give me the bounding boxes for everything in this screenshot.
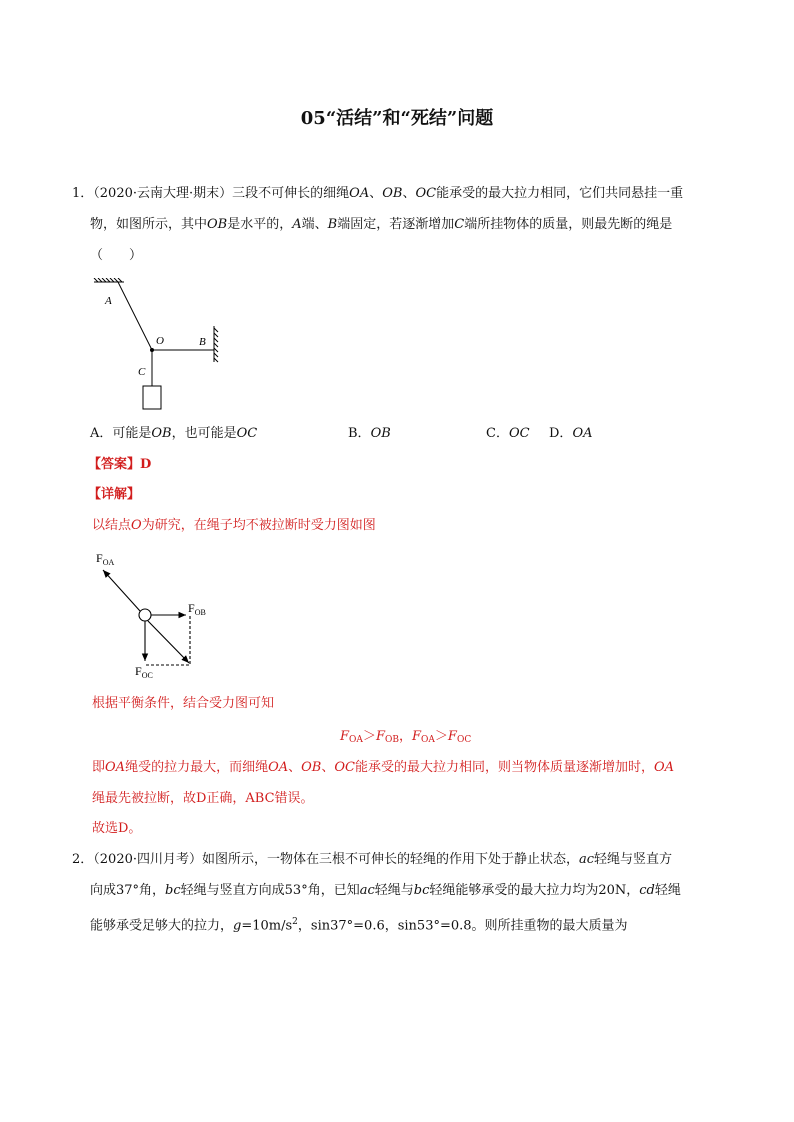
q1-number: 1．	[72, 186, 94, 201]
resultant-arrow	[148, 621, 189, 663]
rope-oa	[118, 282, 152, 350]
knot-o	[150, 348, 154, 352]
label-f-ob: $F_{OB}$	[188, 601, 206, 617]
force-oa-arrow	[103, 570, 140, 611]
rope-diagram	[88, 278, 238, 413]
q2-line-3: 能够承受足够大的拉力，$g=10m/s^2$，sin37°=0.6，sin53°=0.8。则所挂重物的最大质量为	[90, 917, 628, 934]
option-d: D．OA	[549, 426, 593, 441]
option-b: B．OB	[348, 426, 391, 441]
option-c: C．OC	[486, 426, 530, 441]
detail-line-3: 即OA绳受的拉力最大，而细绳OA、OB、OC能承受的最大拉力相同，则当物体质量逐渐增加时，OA	[92, 760, 675, 775]
label-a: A	[105, 295, 112, 307]
q1-line-2: 物，如图所示，其中OB是水平的，A端、B端固定，若逐渐增加C端所挂物体的质量，则最先断的绳是	[90, 217, 673, 232]
label-f-oc: $F_{OC}$	[135, 664, 153, 680]
hanging-weight	[143, 386, 161, 409]
detail-line-2: 根据平衡条件，结合受力图可知	[92, 696, 275, 711]
label-b: B	[199, 336, 206, 348]
label-c: C	[138, 366, 146, 378]
detail-line-1: 以结点O为研究，在绳子均不被拉断时受力图如图	[92, 518, 376, 533]
q2-source: （2020·四川月考）	[93, 852, 202, 867]
detail-line-4: 绳最先被拉断，故D正确，ABC错误。	[92, 791, 314, 806]
force-diagram	[90, 548, 220, 683]
knot-circle	[139, 609, 151, 621]
page-title: 05“活结”和“死结”问题	[300, 108, 494, 129]
detail-label: 【详解】	[88, 487, 141, 502]
q2-line-2: 向成37°角，bc轻绳与竖直方向成53°角，已知ac轻绳与bc轻绳能够承受的最大拉力均为20N，cd轻绳	[90, 883, 681, 898]
formula: $F_{OA}>F_{OB}$，$F_{OA}>F_{OC}$	[340, 729, 472, 745]
detail-line-5: 故选D。	[92, 821, 142, 836]
q1-source: （2020·云南大理·期末）	[93, 186, 233, 201]
answer: 【答案】D	[88, 457, 152, 472]
q1-line-1: 1．（2020·云南大理·期末）三段不可伸长的细绳OA、OB、OC能承受的最大拉力相同，它们共同悬挂一重	[72, 186, 684, 201]
label-f-oa: $F_{OA}$	[96, 551, 115, 567]
q1-answer-bracket: （ ）	[90, 248, 143, 263]
q2-line-1: 2．（2020·四川月考）如图所示，一物体在三根不可伸长的轻绳的作用下处于静止状态，ac轻绳与竖直方	[72, 852, 673, 867]
label-o: O	[156, 335, 164, 347]
q2-number: 2．	[72, 852, 94, 867]
option-a: A．可能是OB，也可能是OC	[90, 426, 258, 441]
